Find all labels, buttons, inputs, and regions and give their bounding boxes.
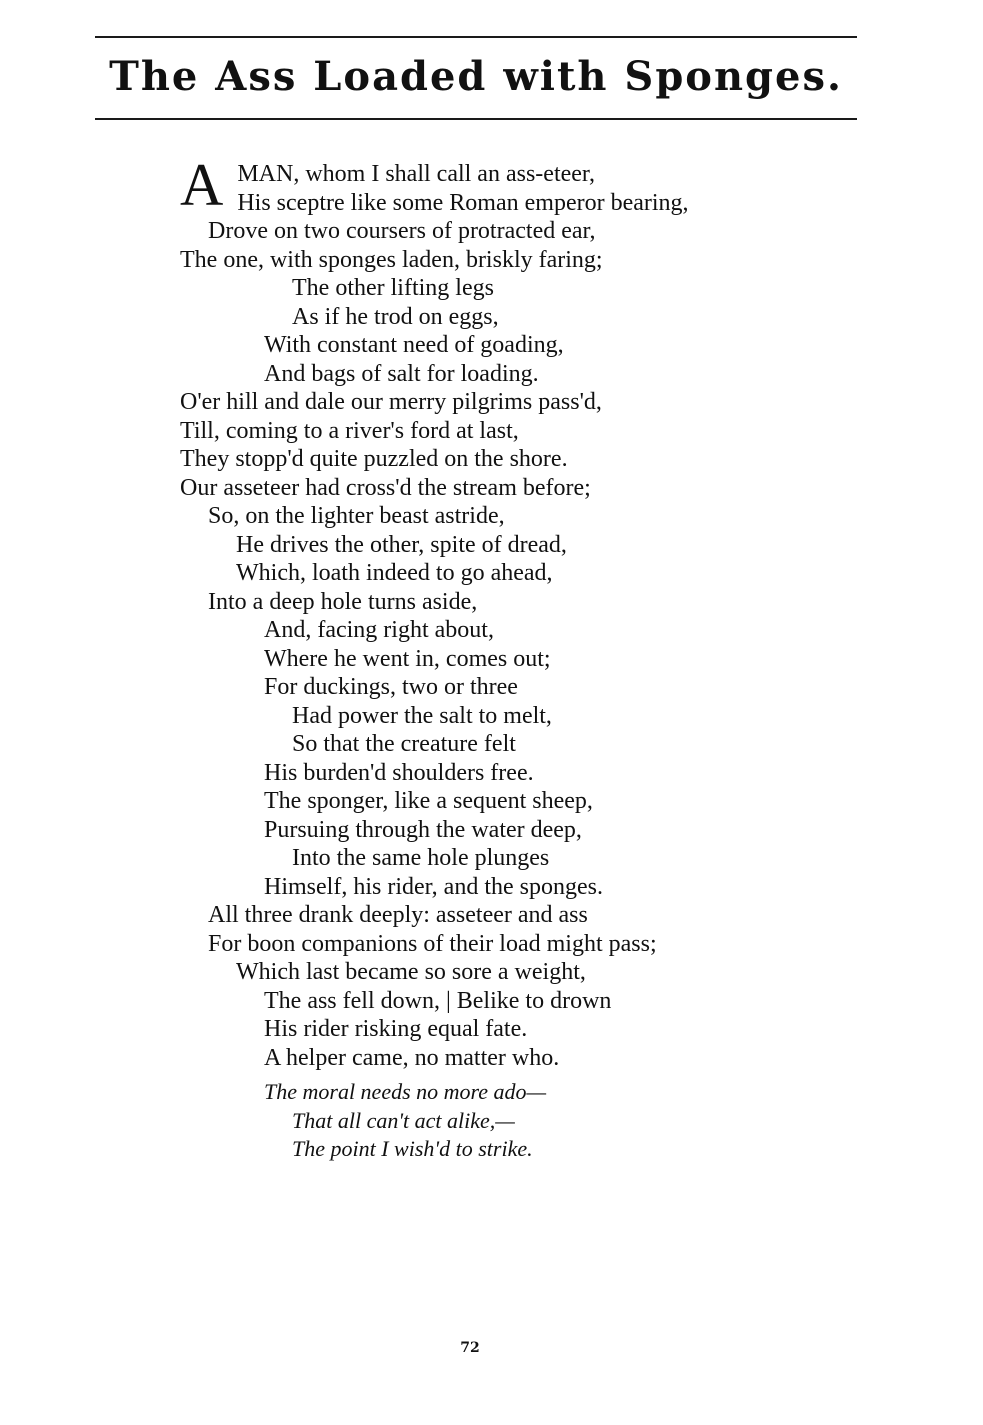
bottom-rule: [95, 118, 857, 120]
poem-line: As if he trod on eggs,: [292, 303, 499, 330]
poem-line: Pursuing through the water deep,: [264, 816, 582, 843]
poem-line: Himself, his rider, and the sponges.: [264, 873, 603, 900]
moral-line: The moral needs no more ado—: [264, 1079, 547, 1104]
poem-line: O'er hill and dale our merry pilgrims pass'd,: [180, 389, 602, 415]
poem-line: Which, loath indeed to go ahead,: [236, 560, 553, 586]
poem-line: The sponger, like a sequent sheep,: [264, 788, 593, 814]
poem-line: Our asseteer had cross'd the stream before;: [180, 474, 591, 501]
poem-line: A helper came, no matter who.: [264, 1044, 560, 1071]
poem-line: So that the creature felt: [292, 731, 516, 757]
poem-line: The ass fell down, | Belike to drown: [264, 987, 612, 1014]
poem-line: His rider risking equal fate.: [264, 1016, 528, 1042]
moral-lines: [180, 1078, 880, 1164]
poem-line: Which last became so sore a weight,: [236, 959, 586, 985]
opening-stanza: [180, 152, 880, 218]
page-title: The Ass Loaded with Sponges.: [109, 53, 843, 100]
page-number: 72: [460, 1340, 480, 1356]
poem-line: His sceptre like some Roman emperor bearing,: [237, 189, 689, 216]
poem-line: The one, with sponges laden, briskly faring;: [180, 246, 603, 273]
moral-line: That all can't act alike,—: [292, 1107, 515, 1133]
poem-line: All three drank deeply: asseteer and ass: [208, 902, 588, 928]
poem-line: His burden'd shoulders free.: [264, 759, 534, 786]
poem-lines: [180, 217, 880, 1072]
moral-line: The point I wish'd to strike.: [292, 1136, 533, 1161]
poem-line: And, facing right about,: [264, 617, 494, 643]
drop-cap: A: [180, 152, 224, 218]
poem-line: And bags of salt for loading.: [264, 360, 539, 387]
poem-line: The other lifting legs: [292, 275, 494, 301]
poem-line: Had power the salt to melt,: [292, 702, 552, 729]
poem-line: With constant need of goading,: [264, 332, 564, 358]
poem-line: Into a deep hole turns aside,: [208, 588, 478, 615]
poem-line: Till, coming to a river's ford at last,: [180, 417, 519, 444]
poem-line: Drove on two coursers of protracted ear,: [208, 218, 596, 244]
poem-line: He drives the other, spite of dread,: [236, 531, 567, 558]
poem-body: [180, 152, 880, 1164]
poem-line: They stopp'd quite puzzled on the shore.: [180, 446, 568, 472]
poem-line: MAN, whom I shall call an ass-eteer,: [237, 161, 595, 187]
poem-line: For boon companions of their load might pass;: [208, 930, 657, 957]
poem-line: For duckings, two or three: [264, 674, 518, 700]
top-rule: [95, 36, 857, 38]
poem-line: Where he went in, comes out;: [264, 645, 551, 672]
poem-line: So, on the lighter beast astride,: [208, 503, 505, 529]
poem-line: Into the same hole plunges: [292, 845, 550, 871]
